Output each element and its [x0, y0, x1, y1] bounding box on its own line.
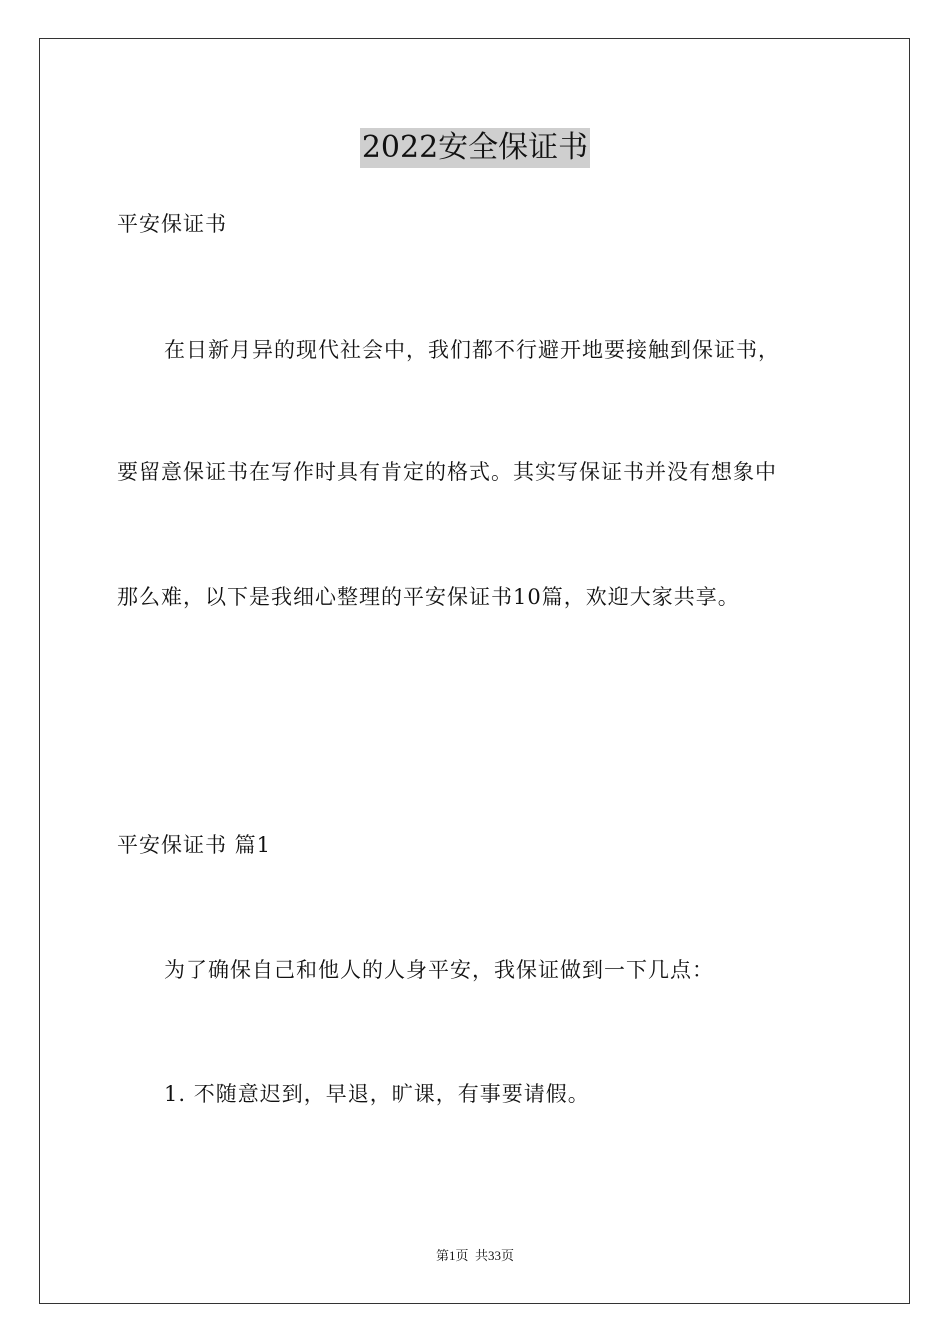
section-line-1: 为了确保自己和他人的人身平安，我保证做到一下几点：	[164, 958, 714, 982]
intro-line-2: 要留意保证书在写作时具有肯定的格式。其实写保证书并没有想象中	[117, 460, 777, 484]
intro-line-3: 那么难，以下是我细心整理的平安保证书10篇，欢迎大家共享。	[117, 585, 740, 609]
page-footer: 第1页 共33页	[435, 1248, 514, 1263]
intro-line-1: 在日新月异的现代社会中，我们都不行避开地要接触到保证书，	[164, 338, 780, 362]
document-title: 2022安全保证书	[360, 128, 590, 168]
section-heading: 平安保证书 篇1	[117, 833, 272, 857]
section-line-2: 1. 不随意迟到，早退，旷课，有事要请假。	[164, 1082, 590, 1106]
title-block	[0, 128, 950, 168]
document-subtitle: 平安保证书	[117, 212, 227, 236]
